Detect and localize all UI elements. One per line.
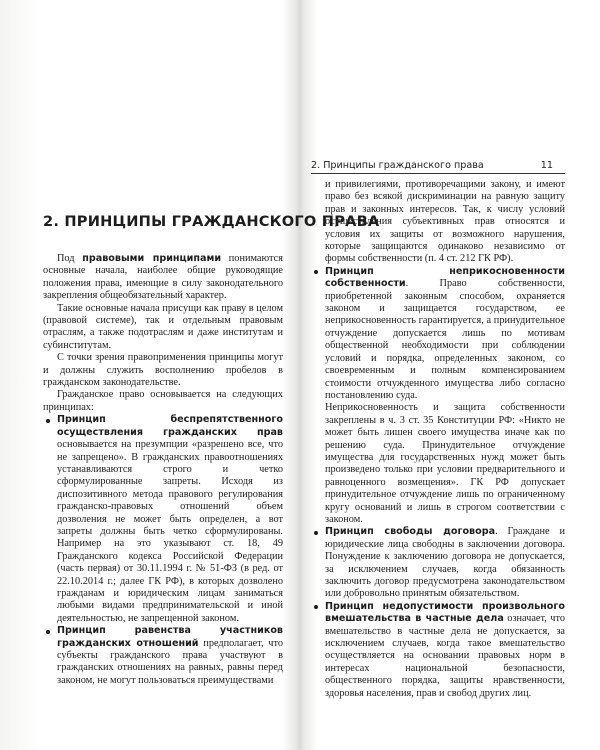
left-page-body xyxy=(43,253,283,687)
principle-freedom-of-contract: Принцип свободы договора. Граждане и юридические лица свободны в заключении договора. Понуждение к заключению договора не допускается, за исключением случаев, когда обязанность заключить договор предусмотрена законодательством или добровольно принятым обязательством. xyxy=(311,526,565,600)
term-legal-principles: правовыми принципами xyxy=(82,253,222,264)
intro-paragraph-1: Под правовыми принципами понимаются основные начала, наиболее общие руководящие положения права, имеющие в силу законодательного закрепления общеобязательный характер. xyxy=(43,253,283,302)
principle-term: Принцип свободы договора xyxy=(325,526,496,538)
intro-paragraph-2: Такие основные начала присущи как праву в целом (правовой системе), так и отдельным правовым отраслям, а также подотраслям и даже институтам и субинститутам. xyxy=(43,302,283,351)
running-header xyxy=(311,159,565,174)
continuation-paragraph: и привилегиями, противоречащими закону, и имеют право без всякой дискриминации на равную защиту прав и законных интересов. Так, к числу условий осуществления субъективных прав относятся и условия их защиты от возможного нарушения, которые защищаются одинаково независимо от формы собственности (п. 4 ст. 212 ГК РФ). xyxy=(325,179,565,265)
principle-unimpeded-exercise: Принцип беспрепятственного осуществления гражданских прав основывается на презумпции «разрешено все, что не запрещено». В гражданских правоотношениях устанавливаются строго и четко сформулированные запреты. Исходя из диспозитивного метода правового регулирования гражданско-правовых отношений объем дозволения не может быть определен, а вот запреты должны быть четко сформулированы. Например на это указывают ст. 18, 49 Гражданского кодекса Российской Федерации (часть первая) от 30.11.1994 г. № 51-ФЗ (в ред. от 22.10.2014 г.; далее ГК РФ), в которых дозволено гражданам и юридическим лицам заниматься любыми видами предпринимательской и иной деятельностью, не запрещенной законом. xyxy=(43,414,283,625)
principle-term: Принцип беспрепятственного осуществления гражданских прав xyxy=(57,414,283,438)
principle-term: Принцип равенства участников гражданских отношений xyxy=(57,625,283,649)
principle-non-interference: Принцип недопустимости произвольного вмешательства в частные дела означает, что вмешательство в частные дела не допускается, за исключением случаев, когда такое вмешательство осуществляется на основании правовых норм в интересах национальной безопасности, общественного порядка, защиты нравственности, здоровья населения, прав и свобод других лиц. xyxy=(311,601,565,700)
chapter-title: 2. ПРИНЦИПЫ ГРАЖДАНСКОГО ПРАВА xyxy=(43,213,380,230)
intro-paragraph-3: С точки зрения правоприменения принципы могут и должны служить восполнению пробелов в гражданском законодательстве. xyxy=(43,352,283,389)
principle-inviolability-of-property: Принцип неприкосновенности собственности. Право собственности, приобретенной законным способом, охраняется законом и защищается государством, ее неприкосновенность гарантируется, а принудительное отчуждение допускается лишь по мотивам общественной необходимости при соблюдении условий и порядка, определенных законом, со своевременным и полным компенсированием стоимости отчужденного имущества либо согласно постановлению суда. Неприкосновенность и защита собственности закреплены в ч. 3 ст. 35 Конституции РФ: «Никто не может быть лишен своего имущества иначе как по решению суда. Принудительное отчуждение имущества для государственных нужд может быть произведено только при условии предварительного и равноценного возмещения». ГК РФ допускает принудительное отчуждение лишь по ограниченному кругу оснований и лишь в строгом соответствии с законом. xyxy=(311,266,565,527)
principle-term: Принцип недопустимости произвольного вмешательства в частные дела xyxy=(325,600,565,625)
principle-term: Принцип неприкосновенности собственности xyxy=(325,265,565,290)
page-number: 11 xyxy=(540,160,553,171)
intro-paragraph-4: Гражданское право основывается на следующих принципах: xyxy=(43,389,283,413)
right-page-body xyxy=(311,179,565,700)
running-title: 2. Принципы гражданского права xyxy=(311,160,484,171)
constitution-paragraph: Неприкосновенность и защита собственности закреплены в ч. 3 ст. 35 Конституции РФ: «Никто не может быть лишен своего имущества иначе как по решению суда. Принудительное отчуждение имущества для государственных нужд может быть произведено только при условии предварительного и равноценного возмещения». ГК РФ допускает принудительное отчуждение лишь по ограниченному кругу оснований и лишь в строгом соответствии с законом. xyxy=(325,402,565,525)
principle-equality: Принцип равенства участников гражданских отношений предполагает, что субъекты гражданского права участвуют в гражданских отношениях на равных, равны перед законом, не могут пользоваться преимуществами xyxy=(43,625,283,687)
